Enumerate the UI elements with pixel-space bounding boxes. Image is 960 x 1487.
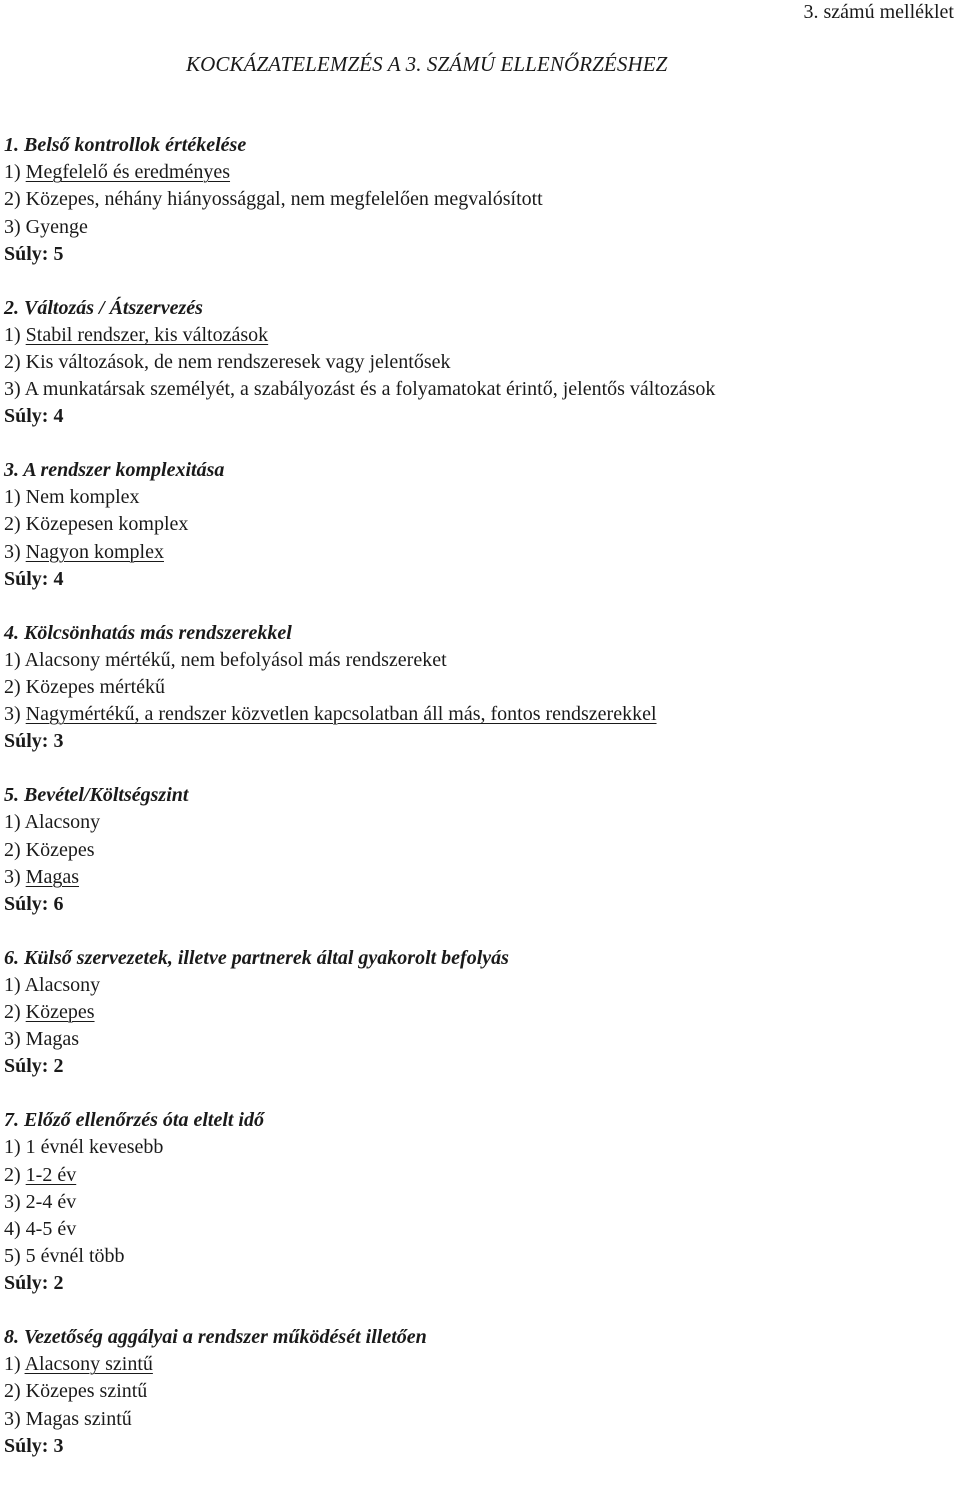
- option-number: 3): [4, 703, 26, 726]
- option-number: 2): [4, 1163, 26, 1186]
- option-text: 2-4 év: [25, 1190, 77, 1213]
- option-number: 2): [4, 188, 26, 211]
- option-number: 3): [4, 1028, 26, 1051]
- criterion-weight: Súly: 3: [4, 730, 64, 753]
- criterion-option: [4, 837, 956, 864]
- criterion-heading: 7. Előző ellenőrzés óta eltelt idő: [4, 1109, 264, 1132]
- option-number: 3): [4, 1407, 26, 1430]
- criterion-option: [4, 1216, 956, 1243]
- option-text: A munkatársak személyét, a szabályozást és a folyamatokat érintő, jelentős változások: [24, 378, 716, 401]
- selected-option-text: Alacsony szintű: [24, 1353, 153, 1376]
- criterion-weight: Súly: 3: [4, 1434, 64, 1457]
- option-text: Közepes, néhány hiányossággal, nem megfelelően megvalósított: [25, 188, 543, 211]
- criterion-section: [4, 1107, 956, 1297]
- option-number: 2): [4, 350, 26, 373]
- document-title: KOCKÁZATELEMZÉS A 3. SZÁMÚ ELLENŐRZÉSHEZ: [186, 52, 668, 76]
- option-number: 2): [4, 675, 26, 698]
- criterion-heading: 6. Külső szervezetek, illetve partnerek által gyakorolt befolyás: [4, 946, 509, 969]
- criterion-option: [4, 674, 956, 701]
- option-text: Gyenge: [25, 215, 88, 238]
- criterion-section: [4, 295, 956, 431]
- criterion-option: [4, 647, 956, 674]
- criterion-section: [4, 132, 956, 268]
- option-number: 5): [4, 1245, 26, 1268]
- criterion-heading: 8. Vezetőség aggályai a rendszer működését illetően: [4, 1326, 427, 1349]
- criterion-option: [4, 349, 956, 376]
- criterion-option: [4, 1189, 956, 1216]
- option-number: 3): [4, 378, 25, 401]
- criterion-option: [4, 539, 956, 566]
- option-text: Közepes szintű: [25, 1380, 148, 1403]
- criterion-option: [4, 864, 956, 891]
- selected-option-text: 1-2 év: [25, 1163, 77, 1186]
- criterion-weight: Súly: 6: [4, 892, 64, 915]
- criterion-option: [4, 972, 956, 999]
- criterion-heading: 2. Változás / Átszervezés: [4, 296, 203, 319]
- option-text: 5 évnél több: [25, 1245, 125, 1268]
- risk-criteria-list: [4, 132, 956, 1487]
- criterion-section: [4, 945, 956, 1081]
- selected-option-text: Nagymértékű, a rendszer közvetlen kapcsolatban áll más, fontos rendszerekkel: [25, 703, 657, 726]
- selected-option-text: Magas: [25, 865, 79, 888]
- criterion-option: [4, 1378, 956, 1405]
- criterion-weight: Súly: 4: [4, 405, 64, 428]
- criterion-weight: Súly: 2: [4, 1272, 64, 1295]
- criterion-heading: 4. Kölcsönhatás más rendszerekkel: [4, 621, 292, 644]
- criterion-option: [4, 999, 956, 1026]
- selected-option-text: Nagyon komplex: [25, 540, 164, 563]
- option-text: Alacsony: [24, 973, 101, 996]
- criterion-section: [4, 1324, 956, 1460]
- criterion-heading: 5. Bevétel/Költségszint: [4, 784, 189, 807]
- option-text: Közepes mértékű: [25, 675, 166, 698]
- option-number: 1): [4, 1136, 26, 1159]
- option-text: Alacsony: [24, 811, 101, 834]
- selected-option-text: Megfelelő és eredményes: [25, 161, 231, 184]
- selected-option-text: Stabil rendszer, kis változások: [25, 323, 269, 346]
- criterion-option: [4, 1134, 956, 1161]
- option-number: 3): [4, 215, 26, 238]
- criterion-weight: Súly: 2: [4, 1055, 64, 1078]
- criterion-heading: 3. A rendszer komplexitása: [4, 459, 225, 482]
- option-text: Magas szintű: [25, 1407, 132, 1430]
- criterion-option: [4, 1351, 956, 1378]
- option-text: Kis változások, de nem rendszeresek vagy jelentősek: [25, 350, 451, 373]
- option-text: Közepesen komplex: [25, 513, 189, 536]
- criterion-section: [4, 782, 956, 918]
- selected-option-text: Közepes: [25, 1001, 95, 1024]
- option-number: 1): [4, 161, 26, 184]
- criterion-option: [4, 1243, 956, 1270]
- criterion-heading: 1. Belső kontrollok értékelése: [4, 134, 247, 156]
- criterion-weight: Súly: 5: [4, 242, 64, 265]
- criterion-section: [4, 457, 956, 593]
- criterion-option: [4, 214, 956, 241]
- criterion-weight: Súly: 4: [4, 567, 64, 590]
- option-text: 4-5 év: [25, 1217, 77, 1240]
- criterion-option: [4, 1406, 956, 1433]
- option-text: Magas: [25, 1028, 79, 1051]
- option-number: 4): [4, 1217, 26, 1240]
- option-number: 2): [4, 1001, 26, 1024]
- criterion-option: [4, 376, 956, 403]
- option-number: 1): [4, 648, 25, 671]
- criterion-option: [4, 484, 956, 511]
- option-number: 2): [4, 1380, 26, 1403]
- option-text: 1 évnél kevesebb: [25, 1136, 164, 1159]
- option-number: 3): [4, 865, 26, 888]
- criterion-section: [4, 620, 956, 756]
- option-number: 3): [4, 1190, 26, 1213]
- criterion-option: [4, 701, 956, 728]
- criterion-option: [4, 511, 956, 538]
- option-number: 1): [4, 323, 26, 346]
- option-number: 1): [4, 486, 26, 509]
- criterion-option: [4, 322, 956, 349]
- option-number: 3): [4, 540, 26, 563]
- criterion-option: [4, 186, 956, 213]
- option-text: Alacsony mértékű, nem befolyásol más rendszereket: [24, 648, 447, 671]
- option-number: 2): [4, 513, 26, 536]
- criterion-option: [4, 159, 956, 186]
- option-text: Közepes: [25, 838, 95, 861]
- option-text: Nem komplex: [25, 486, 140, 509]
- option-number: 1): [4, 973, 25, 996]
- option-number: 1): [4, 1353, 25, 1376]
- criterion-option: [4, 1026, 956, 1053]
- criterion-option: [4, 1162, 956, 1189]
- annex-label: 3. számú melléklet: [803, 1, 954, 23]
- criterion-option: [4, 809, 956, 836]
- option-number: 2): [4, 838, 26, 861]
- option-number: 1): [4, 811, 25, 834]
